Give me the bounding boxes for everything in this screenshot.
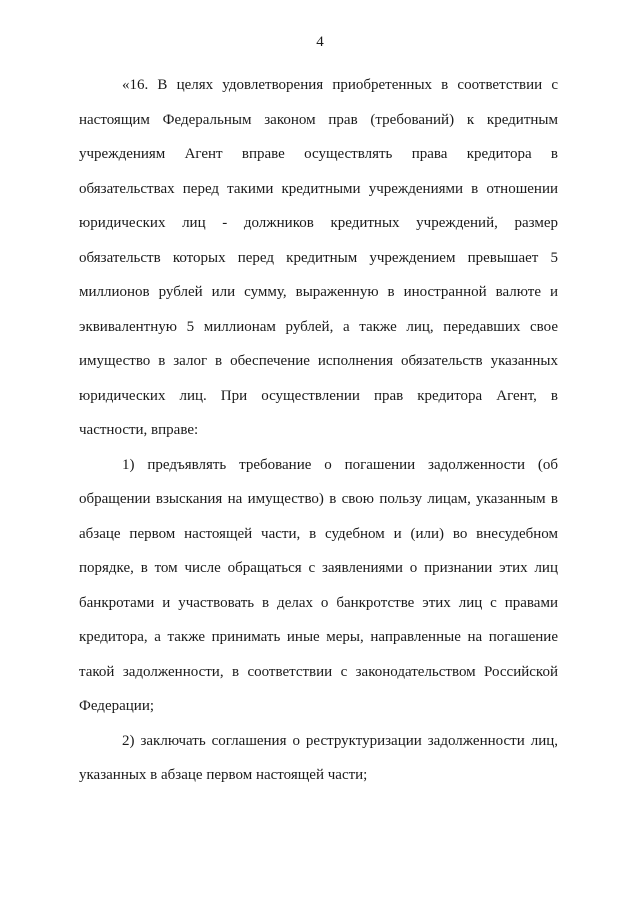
paragraph-item-2: 2) заключать соглашения о реструктуризации задолженности лиц, указанных в абзаце первом настоящей части; <box>79 732 558 783</box>
page-number: 4 <box>316 34 324 50</box>
paragraph-item-1: 1) предъявлять требование о погашении задолженности (об обращении взыскания на имущество) в свою пользу лицам, указанным в абзаце первом настоящей части, в судебном и (или) во внесудебном порядке, в том числе обращаться с заявлениями о признании этих лиц банкротами и участвовать в делах о банкротстве этих лиц с правами кредитора, а также принимать иные меры, направленные на погашение такой задолженности, в соответствии с законодательством Российской Федерации; <box>79 456 558 714</box>
document-body <box>79 68 558 793</box>
paragraph-article-16: «16. В целях удовлетворения приобретенных в соответствии с настоящим Федеральным законом прав (требований) к кредитным учреждениям Агент вправе осуществлять права кредитора в обязательствах перед такими кредитными учреждениями в отношении юридических лиц - должников кредитных учреждений, размер обязательств которых перед кредитным учреждением превышает 5 миллионов рублей или сумму, выраженную в иностранной валюте и эквивалентную 5 миллионам рублей, а также лиц, передавших свое имущество в залог в обеспечение исполнения обязательств указанных юридических лиц. При осуществлении прав кредитора Агент, в частности, вправе: <box>79 77 558 438</box>
